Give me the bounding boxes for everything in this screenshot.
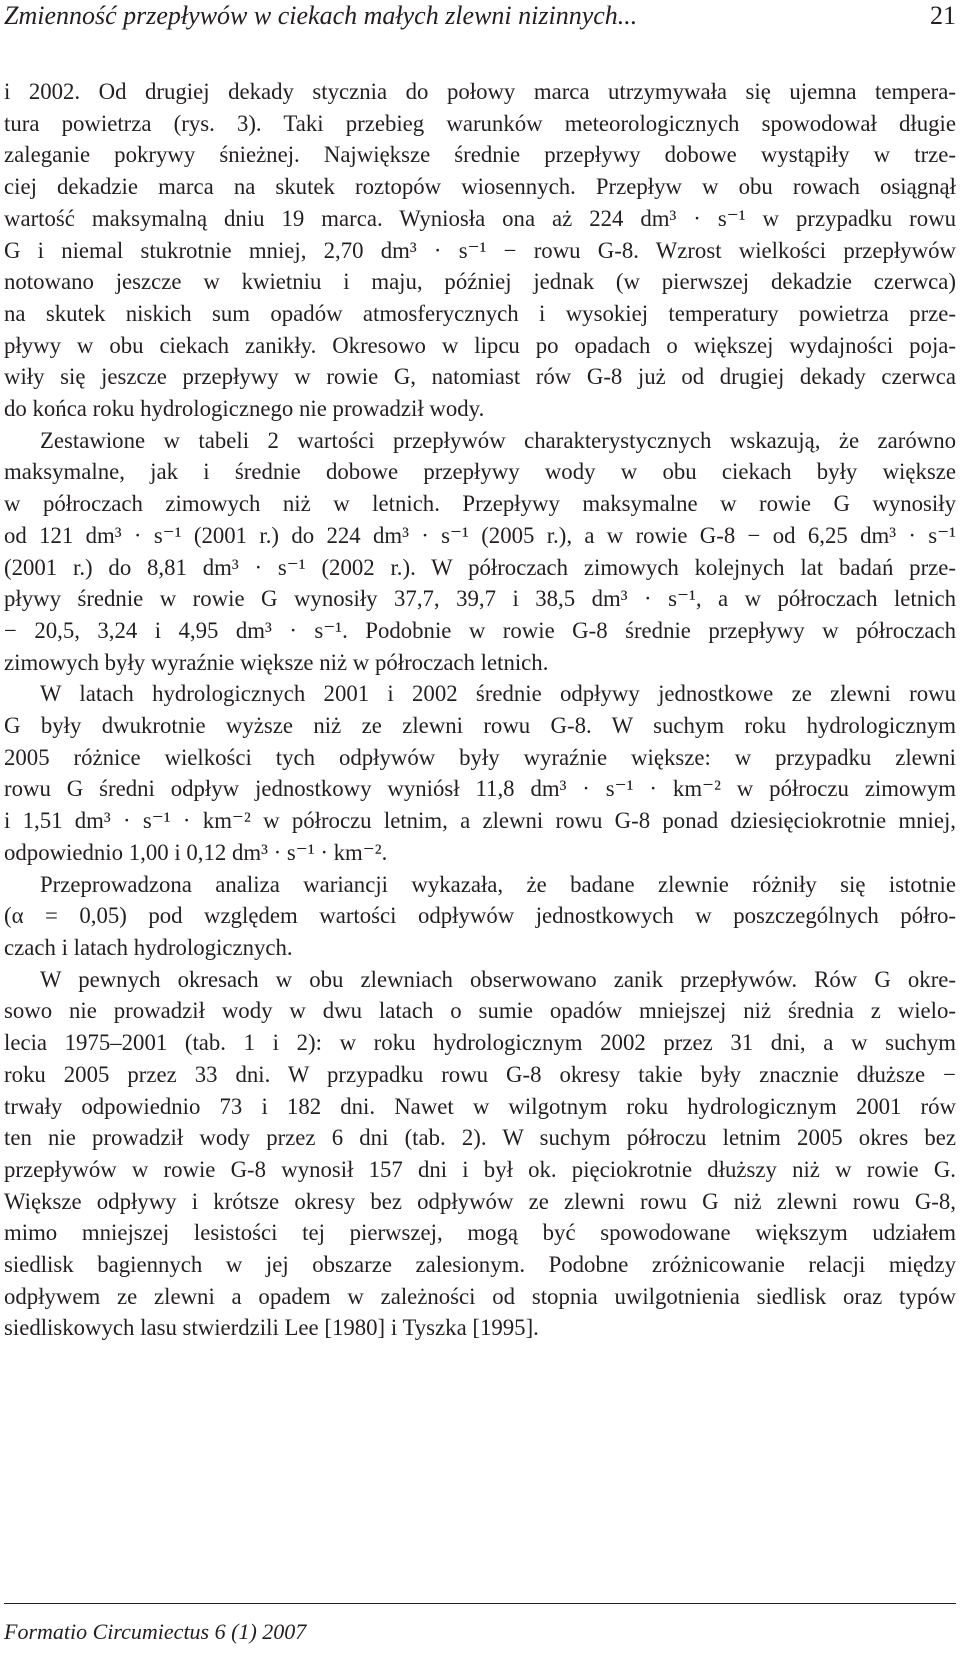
paragraph: [4, 964, 956, 1344]
text-line: roku 2005 przez 33 dni. W przypadku rowu G-8 okresy takie były znacznie dłuższe −: [4, 1061, 956, 1087]
text-line: W pewnych okresach w obu zlewniach obserwowano zanik przepływów. Rów G okre-: [40, 966, 956, 992]
text-line: do końca roku hydrologicznego nie prowadził wody.: [4, 396, 485, 422]
text-line: odpowiednio 1,00 i 0,12 dm³ · s⁻¹ · km⁻².: [4, 839, 388, 865]
text-line: − 20,5, 3,24 i 4,95 dm³ · s⁻¹. Podobnie w rowie G-8 średnie przepływy w półroczach: [4, 617, 956, 643]
text-line: maksymalne, jak i średnie dobowe przepływy wody w obu ciekach były większe: [4, 459, 956, 485]
text-line: Przeprowadzona analiza wariancji wykazała, że badane zlewnie różniły się istotnie: [40, 871, 956, 897]
text-line: rowu G średni odpływ jednostkowy wyniósł 11,8 dm³ · s⁻¹ · km⁻² w półroczu zimowym: [4, 776, 956, 802]
running-title: Zmienność przepływów w ciekach małych zlewni nizinnych...: [4, 1, 638, 30]
text-line: zaleganie pokrywy śnieżnej. Największe średnie przepływy dobowe wystąpiły w trze-: [4, 142, 956, 168]
text-line: siedlisk bagiennych w jej obszarze zalesionym. Podobne zróżnicowanie relacji między: [4, 1252, 956, 1278]
text-line: trwały odpowiednio 73 i 182 dni. Nawet w wilgotnym roku hydrologicznym 2001 rów: [4, 1093, 956, 1119]
text-line: pływy w obu ciekach zanikły. Okresowo w lipcu po opadach o większej wydajności poja-: [4, 332, 956, 358]
text-line: wartość maksymalną dniu 19 marca. Wyniosła ona aż 224 dm³ · s⁻¹ w przypadku rowu: [4, 205, 956, 231]
text-line: ten nie prowadził wody przez 6 dni (tab. 2). W suchym półroczu letnim 2005 okres bez: [4, 1125, 956, 1151]
text-line: i 2002. Od drugiej dekady stycznia do połowy marca utrzymywała się ujemna tempera-: [4, 79, 956, 104]
text-line: lecia 1975–2001 (tab. 1 i 2): w roku hydrologicznym 2002 przez 31 dni, a w suchym: [4, 1030, 956, 1056]
text-line: Większe odpływy i krótsze okresy bez odpływów ze zlewni rowu G niż zlewni rowu G-8,: [4, 1188, 956, 1214]
text-line: i 1,51 dm³ · s⁻¹ · km⁻² w półroczu letnim, a zlewni rowu G-8 ponad dziesięciokrotnie mniej,: [4, 808, 956, 834]
page-number: 21: [930, 1, 956, 30]
text-line: pływy średnie w rowie G wynosiły 37,7, 39,7 i 38,5 dm³ · s⁻¹, a w półroczach letnich: [4, 586, 956, 612]
text-line: siedliskowych lasu stwierdzili Lee [1980] i Tyszka [1995].: [4, 1315, 539, 1341]
text-line: od 121 dm³ · s⁻¹ (2001 r.) do 224 dm³ · s⁻¹ (2005 r.), a w rowie G-8 − od 6,25 dm³ · s⁻¹: [4, 522, 956, 548]
body-text: [4, 76, 956, 1344]
text-line: ciej dekadzie marca na skutek roztopów wiosennych. Przepływ w obu rowach osiągnął: [4, 174, 956, 200]
text-line: G i niemal stukrotnie mniej, 2,70 dm³ · s⁻¹ − rowu G-8. Wzrost wielkości przepływów: [4, 237, 956, 263]
journal-footer: Formatio Circumiectus 6 (1) 2007: [4, 1619, 307, 1644]
text-line: (α = 0,05) pod względem wartości odpływów jednostkowych w poszczególnych półro-: [4, 903, 956, 929]
text-line: odpływem ze zlewni a opadem w zależności od stopnia uwilgotnienia siedlisk oraz typów: [4, 1283, 956, 1309]
paragraph: [4, 425, 956, 679]
text-line: G były dwukrotnie wyższe niż ze zlewni rowu G-8. W suchym roku hydrologicznym: [4, 713, 956, 739]
text-line: Zestawione w tabeli 2 wartości przepływów charakterystycznych wskazują, że zarówno: [40, 427, 956, 453]
text-line: czach i latach hydrologicznych.: [4, 934, 293, 960]
text-line: (2001 r.) do 8,81 dm³ · s⁻¹ (2002 r.). W półroczach zimowych kolejnych lat badań prze-: [4, 554, 956, 580]
paragraph: [4, 678, 956, 868]
text-line: zimowych były wyraźnie większe niż w półroczach letnich.: [4, 649, 549, 675]
text-line: w półroczach zimowych niż w letnich. Przepływy maksymalne w rowie G wynosiły: [4, 491, 956, 517]
text-line: notowano jeszcze w kwietniu i maju, później jednak (w pierwszej dekadzie czerwca): [4, 269, 956, 295]
text-line: 2005 różnice wielkości tych odpływów były wyraźnie większe: w przypadku zlewni: [4, 744, 956, 770]
footer-divider: [4, 1603, 956, 1604]
text-line: mimo mniejszej lesistości tej pierwszej, mogą być spowodowane większym udziałem: [4, 1220, 956, 1246]
running-header: [4, 0, 956, 40]
text-line: W latach hydrologicznych 2001 i 2002 średnie odpływy jednostkowe ze zlewni rowu: [40, 681, 956, 707]
paragraph: [4, 869, 956, 964]
text-line: wiły się jeszcze przepływy w rowie G, natomiast rów G-8 już od drugiej dekady czerwca: [4, 364, 956, 390]
text-line: tura powietrza (rys. 3). Taki przebieg warunków meteorologicznych spowodował długie: [4, 110, 956, 136]
paragraph: [4, 76, 956, 425]
text-line: przepływów w rowie G-8 wynosił 157 dni i był ok. pięciokrotnie dłuższy niż w rowie G.: [4, 1156, 956, 1182]
text-line: na skutek niskich sum opadów atmosferycznych i wysokiej temperatury powietrza prze-: [4, 300, 956, 326]
text-line: sowo nie prowadził wody w dwu latach o sumie opadów mniejszej niż średnia z wielo-: [4, 998, 956, 1024]
